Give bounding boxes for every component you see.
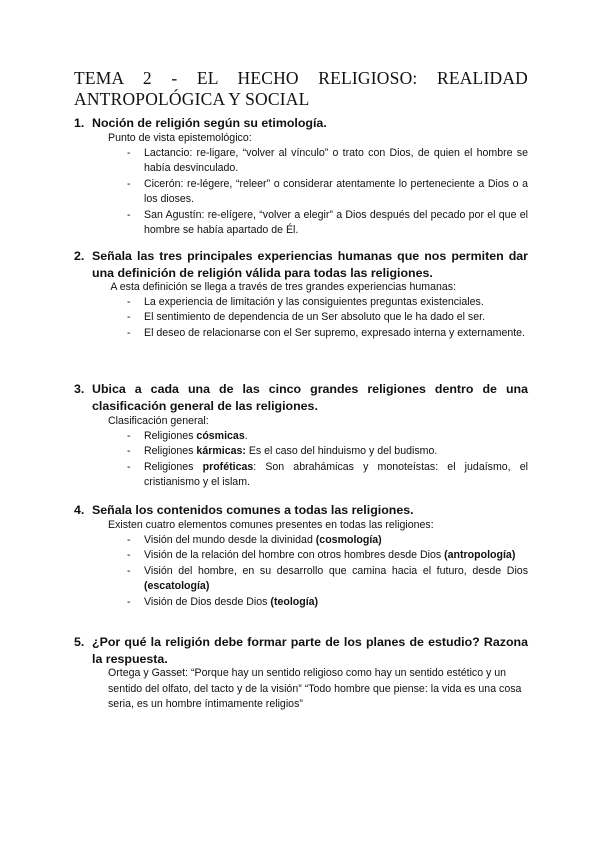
question-3 (74, 381, 528, 414)
question-number: 1. (74, 116, 85, 130)
question-text: Noción de religión según su etimología. (92, 116, 327, 130)
section-5-answer: Ortega y Gasset: “Porque hay un sentido religioso como hay un sentido estético y un sentido del olfato, del tacto y de la visión” “Todo hombre que piense: la vida es una cosa seria, es un hombre íntimamente religios” (108, 667, 522, 711)
dash-bullet: - (127, 177, 131, 190)
list-item: - San Agustín: re-elígere, “volver a elegir” a Dios después del pecado por el que el hombre se había apartado de Él. (127, 208, 528, 237)
section-4-list (108, 533, 528, 610)
section-3-intro: Clasificación general: (108, 415, 209, 427)
list-item: - Religiones kármicas: Es el caso del hinduismo y del budismo. (108, 444, 528, 459)
section-4-intro: Existen cuatro elementos comunes presentes en todas las religiones: (108, 519, 434, 531)
list-item: - Lactancio: re-ligare, “volver al vínculo” o trato con Dios, de quien el hombre se había desvinculado. (127, 147, 528, 175)
title-line-2: ANTROPOLÓGICA Y SOCIAL (74, 89, 310, 109)
list-item: - El deseo de relacionarse con el Ser supremo, expresado interna y externamente. (108, 326, 528, 341)
list-item: - Visión de Dios desde Dios (teología) (108, 595, 528, 610)
section-1-intro: Punto de vista epistemológico: (108, 132, 252, 144)
question-text-line-2: la respuesta. (92, 651, 168, 666)
list-item: - El sentimiento de dependencia de un Ser absoluto que le ha dado el ser. (108, 310, 528, 325)
list-item: - Visión de la relación del hombre con otros hombres desde Dios (antropología) (108, 548, 528, 563)
list-item: - Cicerón: re-légere, “releer” o considerar atentamente lo perteneciente a Dios o a los dioses. (127, 177, 528, 206)
dash-bullet: - (127, 564, 131, 577)
question-text: Señala los contenidos comunes a todas las religiones. (92, 503, 414, 517)
question-text-line-2: clasificación general de las religiones. (92, 398, 318, 413)
section-2-list (108, 295, 528, 341)
section-2-intro: A esta definición se llega a través de tres grandes experiencias humanas: (108, 281, 457, 293)
question-1 (74, 115, 528, 132)
list-item: - Visión del hombre, en su desarrollo que camina hacia el futuro, desde Dios (escatología) (127, 564, 528, 593)
dash-bullet: - (127, 311, 131, 324)
dash-bullet: - (127, 460, 131, 473)
list-item: - La experiencia de limitación y las consiguientes preguntas existenciales. (108, 295, 528, 310)
dash-bullet: - (127, 296, 131, 308)
dash-bullet: - (127, 430, 131, 442)
question-number: 3. (74, 382, 85, 396)
dash-bullet: - (127, 445, 131, 458)
dash-bullet: - (127, 147, 131, 159)
title-line-1: TEMA 2 - EL HECHO RELIGIOSO: REALIDAD (74, 68, 528, 88)
question-text-line-2: una definición de religión válida para todas las religiones. (92, 265, 433, 280)
dash-bullet: - (127, 534, 131, 546)
dash-bullet: - (127, 595, 131, 608)
question-number: 2. (74, 249, 85, 263)
dash-bullet: - (127, 208, 131, 221)
list-item: - Religiones proféticas: Son abrahámicas y monoteístas: el judaísmo, el cristianismo y el islam. (127, 460, 528, 489)
page-title (74, 68, 528, 110)
question-2 (74, 248, 528, 281)
section-1-list (108, 146, 528, 238)
question-number: 5. (74, 635, 85, 649)
question-text-line-1: ¿Por qué la religión debe formar parte de los planes de estudio? Razona (92, 635, 528, 649)
dash-bullet: - (127, 326, 131, 339)
question-number: 4. (74, 503, 85, 517)
question-text-line-1: Señala las tres principales experiencias humanas que nos permiten dar (92, 249, 528, 263)
question-text-line-1: Ubica a cada una de las cinco grandes religiones dentro de una (92, 382, 528, 396)
question-5 (74, 634, 528, 667)
list-item: - Visión del mundo desde la divinidad (cosmología) (108, 533, 528, 548)
section-3-list (108, 429, 528, 491)
question-4 (74, 502, 528, 519)
list-item: - Religiones cósmicas. (108, 429, 528, 444)
dash-bullet: - (127, 549, 131, 562)
